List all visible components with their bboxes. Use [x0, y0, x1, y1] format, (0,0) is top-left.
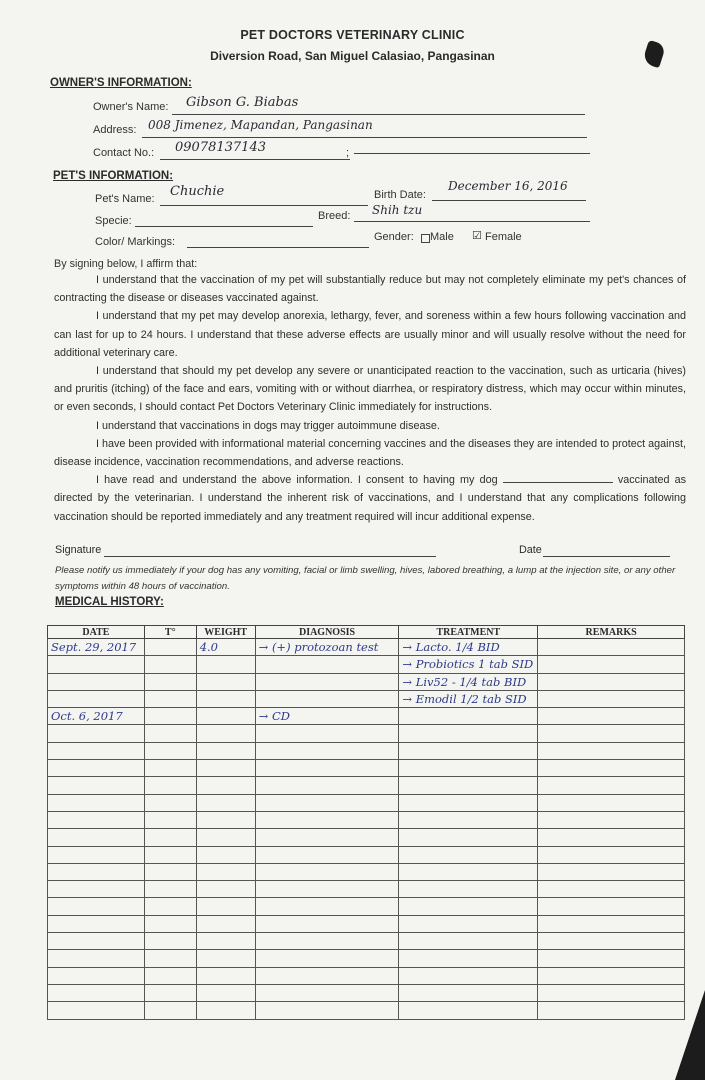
- cell-remarks[interactable]: [538, 967, 685, 984]
- pet-name-field[interactable]: Chuchie: [170, 184, 225, 199]
- birth-date-label: Birth Date:: [374, 189, 426, 201]
- handwritten-entry: → CD: [258, 709, 290, 724]
- handwritten-entry: Oct. 6, 2017: [51, 709, 123, 724]
- cell-t[interactable]: [144, 673, 196, 690]
- species-line: [135, 226, 313, 227]
- col-temperature: T°: [144, 626, 196, 639]
- cell-date[interactable]: [48, 760, 145, 777]
- cell-weight[interactable]: [196, 725, 255, 742]
- species-label: Specie:: [95, 215, 132, 227]
- cell-t[interactable]: [144, 656, 196, 673]
- cell-weight[interactable]: [196, 708, 255, 725]
- cell-t[interactable]: [144, 898, 196, 915]
- cell-treatment[interactable]: [399, 898, 538, 915]
- date-line[interactable]: [543, 556, 670, 557]
- cell-weight[interactable]: [196, 777, 255, 794]
- cell-diagnosis[interactable]: [255, 950, 399, 967]
- cell-weight[interactable]: [196, 811, 255, 828]
- cell-t[interactable]: [144, 742, 196, 759]
- cell-date[interactable]: [48, 811, 145, 828]
- cell-diagnosis[interactable]: [255, 915, 399, 932]
- cell-weight[interactable]: [196, 639, 255, 656]
- cell-treatment[interactable]: [399, 967, 538, 984]
- col-diagnosis: DIAGNOSIS: [255, 626, 399, 639]
- cell-date[interactable]: [48, 673, 145, 690]
- owner-address-label: Address:: [93, 124, 137, 136]
- pet-name-label: Pet's Name:: [95, 193, 155, 205]
- cell-date[interactable]: [48, 898, 145, 915]
- cell-weight[interactable]: [196, 673, 255, 690]
- cell-diagnosis[interactable]: [255, 794, 399, 811]
- cell-t[interactable]: [144, 829, 196, 846]
- cell-remarks[interactable]: [538, 950, 685, 967]
- table-row: [48, 725, 685, 742]
- clinic-name: PET DOCTORS VETERINARY CLINIC: [240, 28, 465, 42]
- cell-treatment[interactable]: [399, 1002, 538, 1019]
- cell-t[interactable]: [144, 915, 196, 932]
- cell-diagnosis[interactable]: [255, 708, 399, 725]
- male-label: Male: [430, 231, 454, 243]
- cell-diagnosis[interactable]: [255, 863, 399, 880]
- owner-address-line: [142, 137, 587, 138]
- cell-weight[interactable]: [196, 967, 255, 984]
- cell-diagnosis[interactable]: [255, 967, 399, 984]
- handwritten-entry: 4.0: [199, 640, 218, 654]
- table-row: [48, 673, 685, 690]
- cell-diagnosis[interactable]: [255, 846, 399, 863]
- gender-label: Gender:: [374, 231, 414, 243]
- cell-treatment[interactable]: [399, 742, 538, 759]
- female-label: Female: [485, 231, 522, 243]
- table-header-row: [48, 626, 685, 639]
- cell-treatment[interactable]: [399, 639, 538, 656]
- owner-section-title: OWNER'S INFORMATION:: [50, 77, 192, 89]
- table-row: [48, 915, 685, 932]
- consent-paragraph-4: I understand that vaccinations in dogs may trigger autoimmune disease.: [96, 419, 440, 432]
- table-row: [48, 829, 685, 846]
- cell-weight[interactable]: [196, 794, 255, 811]
- cell-remarks[interactable]: [538, 673, 685, 690]
- cell-weight[interactable]: [196, 933, 255, 950]
- cell-weight[interactable]: [196, 760, 255, 777]
- handwritten-entry: → Lacto. 1/4 BID: [402, 640, 500, 654]
- cell-treatment[interactable]: [399, 950, 538, 967]
- cell-diagnosis[interactable]: [255, 933, 399, 950]
- table-row: [48, 777, 685, 794]
- table-row: [48, 863, 685, 880]
- cell-weight[interactable]: [196, 863, 255, 880]
- birth-date-field[interactable]: December 16, 2016: [448, 179, 568, 193]
- cell-weight[interactable]: [196, 950, 255, 967]
- signature-label: Signature: [55, 544, 102, 556]
- cell-t[interactable]: [144, 794, 196, 811]
- cell-remarks[interactable]: [538, 846, 685, 863]
- cell-remarks[interactable]: [538, 881, 685, 898]
- cell-date[interactable]: [48, 933, 145, 950]
- cell-weight[interactable]: [196, 846, 255, 863]
- cell-date[interactable]: [48, 690, 145, 707]
- cell-remarks[interactable]: [538, 863, 685, 880]
- color-markings-label: Color/ Markings:: [95, 236, 176, 248]
- cell-remarks[interactable]: [538, 725, 685, 742]
- medical-history-title: MEDICAL HISTORY:: [55, 596, 164, 608]
- cell-remarks[interactable]: [538, 760, 685, 777]
- cell-date[interactable]: [48, 777, 145, 794]
- table-row: [48, 950, 685, 967]
- table-row: [48, 690, 685, 707]
- cell-diagnosis[interactable]: [255, 984, 399, 1001]
- cell-weight[interactable]: [196, 898, 255, 915]
- cell-weight[interactable]: [196, 915, 255, 932]
- pet-section-title: PET'S INFORMATION:: [53, 170, 174, 182]
- post-vaccination-note: Please notify us immediately if your dog has any vomiting, facial or limb swelling, hives, labored breathing, a lump at the injection site, or any other symptoms within 48 hours of vaccination.: [55, 565, 676, 592]
- cell-remarks[interactable]: [538, 984, 685, 1001]
- cell-treatment[interactable]: [399, 673, 538, 690]
- cell-remarks[interactable]: [538, 898, 685, 915]
- medical-history-body: [48, 639, 685, 1020]
- table-row: [48, 898, 685, 915]
- cell-remarks[interactable]: [538, 915, 685, 932]
- contact-line: [160, 159, 350, 160]
- clinic-address: Diversion Road, San Miguel Calasiao, Pangasinan: [210, 49, 495, 63]
- consent-p6-start: I have read and understand the above information. I consent to having my dog: [96, 474, 498, 487]
- contact-line-2: [354, 153, 590, 154]
- table-row: [48, 933, 685, 950]
- contact-field[interactable]: 09078137143: [175, 140, 266, 155]
- cell-diagnosis[interactable]: [255, 656, 399, 673]
- cell-treatment[interactable]: [399, 933, 538, 950]
- cell-remarks[interactable]: [538, 829, 685, 846]
- cell-diagnosis[interactable]: [255, 673, 399, 690]
- consent-paragraph-3: I understand that should my pet develop any severe or unanticipated reaction to the vaccination, such as urticaria (hives) and pruritis (itching) of the face and ears, vomiting with or without diarrhea, or respiratory distress, which may occur within minutes, or even seconds, I should contact Pet Doctors Veterinary Clinic immediately for instructions.: [54, 365, 686, 414]
- cell-t[interactable]: [144, 725, 196, 742]
- cell-treatment[interactable]: [399, 863, 538, 880]
- cell-weight[interactable]: [196, 881, 255, 898]
- table-row: [48, 742, 685, 759]
- cell-weight[interactable]: [196, 742, 255, 759]
- cell-t[interactable]: [144, 811, 196, 828]
- cell-treatment[interactable]: [399, 984, 538, 1001]
- cell-treatment[interactable]: [399, 708, 538, 725]
- cell-remarks[interactable]: [538, 708, 685, 725]
- cell-treatment[interactable]: [399, 829, 538, 846]
- cell-treatment[interactable]: [399, 881, 538, 898]
- cell-date[interactable]: [48, 1002, 145, 1019]
- handwritten-entry: → Probiotics 1 tab SID: [402, 657, 534, 672]
- owner-name-field[interactable]: Gibson G. Biabas: [186, 95, 299, 110]
- cell-t[interactable]: [144, 967, 196, 984]
- owner-name-line: [172, 114, 585, 115]
- cell-diagnosis[interactable]: [255, 811, 399, 828]
- cell-t[interactable]: [144, 881, 196, 898]
- handwritten-entry: → Emodil 1/2 tab SID: [402, 691, 527, 706]
- cell-date[interactable]: [48, 794, 145, 811]
- table-row: [48, 984, 685, 1001]
- cell-t[interactable]: [144, 950, 196, 967]
- cell-diagnosis[interactable]: [255, 742, 399, 759]
- birth-date-line: [432, 200, 586, 201]
- cell-diagnosis[interactable]: [255, 690, 399, 707]
- cell-weight[interactable]: [196, 690, 255, 707]
- table-row: [48, 794, 685, 811]
- table-row: [48, 881, 685, 898]
- table-row: [48, 656, 685, 673]
- cell-t[interactable]: [144, 708, 196, 725]
- consent-paragraph-1: I understand that the vaccination of my pet will substantially reduce but may not completely eliminate my pet's chances of contracting the disease or diseases vaccinated against.: [54, 274, 686, 305]
- consent-paragraph-5: I have been provided with informational material concerning vaccines and the diseases they are intended to protect against, disease incidence, vaccination recommendations, and adverse reactions.: [54, 437, 686, 469]
- table-row: [48, 967, 685, 984]
- cell-date[interactable]: [48, 639, 145, 656]
- breed-field[interactable]: Shih tzu: [372, 203, 423, 217]
- cell-weight[interactable]: [196, 984, 255, 1001]
- cell-date[interactable]: [48, 742, 145, 759]
- cell-t[interactable]: [144, 760, 196, 777]
- female-check-mark[interactable]: ☑: [472, 230, 482, 242]
- col-treatment: TREATMENT: [399, 626, 538, 639]
- cell-t[interactable]: [144, 846, 196, 863]
- cell-t[interactable]: [144, 984, 196, 1001]
- cell-date[interactable]: [48, 915, 145, 932]
- cell-remarks[interactable]: [538, 777, 685, 794]
- cell-date[interactable]: [48, 984, 145, 1001]
- cell-remarks[interactable]: [538, 933, 685, 950]
- cell-remarks[interactable]: [538, 690, 685, 707]
- contact-separator: ;: [346, 147, 350, 159]
- consent-paragraph-2: I understand that my pet may develop anorexia, lethargy, fever, and soreness within a few hours following vaccination and can last for up to 24 hours. I understand that these adverse effects are usually minor and will usually resolve without the need for additional veterinary care.: [54, 310, 686, 359]
- dog-vaccine-blank[interactable]: [503, 482, 613, 483]
- consent-paragraph-6: [54, 471, 686, 526]
- cell-remarks[interactable]: [538, 639, 685, 656]
- cell-treatment[interactable]: [399, 915, 538, 932]
- table-row: [48, 1002, 685, 1019]
- cell-t[interactable]: [144, 690, 196, 707]
- cell-date[interactable]: [48, 725, 145, 742]
- signature-line[interactable]: [104, 556, 436, 557]
- cell-weight[interactable]: [196, 829, 255, 846]
- cell-treatment[interactable]: [399, 725, 538, 742]
- table-row: [48, 708, 685, 725]
- table-row: [48, 639, 685, 656]
- col-weight: WEIGHT: [196, 626, 255, 639]
- cell-t[interactable]: [144, 639, 196, 656]
- cell-t[interactable]: [144, 863, 196, 880]
- cell-date[interactable]: [48, 881, 145, 898]
- cell-diagnosis[interactable]: [255, 639, 399, 656]
- cell-treatment[interactable]: [399, 690, 538, 707]
- cell-diagnosis[interactable]: [255, 881, 399, 898]
- cell-t[interactable]: [144, 1002, 196, 1019]
- cell-treatment[interactable]: [399, 794, 538, 811]
- cell-treatment[interactable]: [399, 777, 538, 794]
- cell-diagnosis[interactable]: [255, 760, 399, 777]
- medical-history-table: [47, 625, 685, 1020]
- table-row: [48, 846, 685, 863]
- cell-t[interactable]: [144, 777, 196, 794]
- cell-weight[interactable]: [196, 1002, 255, 1019]
- cell-remarks[interactable]: [538, 1002, 685, 1019]
- consent-p6-end: vaccinated as directed by the veterinarian. I understand the inherent risk of vaccinations, and I understand that any complications following vaccination should be reported immediately and any treatment required will incur additional expense.: [54, 474, 687, 523]
- cell-date[interactable]: [48, 967, 145, 984]
- handwritten-entry: → (+) protozoan test: [258, 640, 379, 654]
- owner-name-label: Owner's Name:: [93, 101, 169, 113]
- cell-date[interactable]: [48, 950, 145, 967]
- handwritten-entry: Sept. 29, 2017: [51, 640, 137, 654]
- cell-weight[interactable]: [196, 656, 255, 673]
- col-date: DATE: [48, 626, 145, 639]
- male-checkbox[interactable]: [421, 234, 430, 243]
- cell-treatment[interactable]: [399, 656, 538, 673]
- cell-remarks[interactable]: [538, 811, 685, 828]
- cell-remarks[interactable]: [538, 656, 685, 673]
- cell-t[interactable]: [144, 933, 196, 950]
- cell-treatment[interactable]: [399, 846, 538, 863]
- table-row: [48, 760, 685, 777]
- cell-diagnosis[interactable]: [255, 829, 399, 846]
- contact-label: Contact No.:: [93, 147, 155, 159]
- cell-date[interactable]: [48, 829, 145, 846]
- cell-diagnosis[interactable]: [255, 898, 399, 915]
- pet-name-line: [160, 205, 368, 206]
- cell-diagnosis[interactable]: [255, 1002, 399, 1019]
- cell-treatment[interactable]: [399, 811, 538, 828]
- col-remarks: REMARKS: [538, 626, 685, 639]
- handwritten-entry: → Liv52 - 1/4 tab BID: [402, 674, 527, 689]
- consent-body: [54, 271, 686, 526]
- cell-date[interactable]: [48, 846, 145, 863]
- consent-intro: By signing below, I affirm that:: [54, 258, 198, 270]
- cell-diagnosis[interactable]: [255, 725, 399, 742]
- breed-label: Breed:: [318, 210, 351, 222]
- table-row: [48, 811, 685, 828]
- cell-treatment[interactable]: [399, 760, 538, 777]
- breed-line: [354, 221, 590, 222]
- date-label: Date: [519, 544, 542, 556]
- color-markings-line: [187, 247, 369, 248]
- cell-remarks[interactable]: [538, 742, 685, 759]
- cell-date[interactable]: [48, 708, 145, 725]
- cell-remarks[interactable]: [538, 794, 685, 811]
- cell-date[interactable]: [48, 863, 145, 880]
- owner-address-field[interactable]: 008 Jimenez, Mapandan, Pangasinan: [148, 118, 373, 132]
- cell-diagnosis[interactable]: [255, 777, 399, 794]
- cell-date[interactable]: [48, 656, 145, 673]
